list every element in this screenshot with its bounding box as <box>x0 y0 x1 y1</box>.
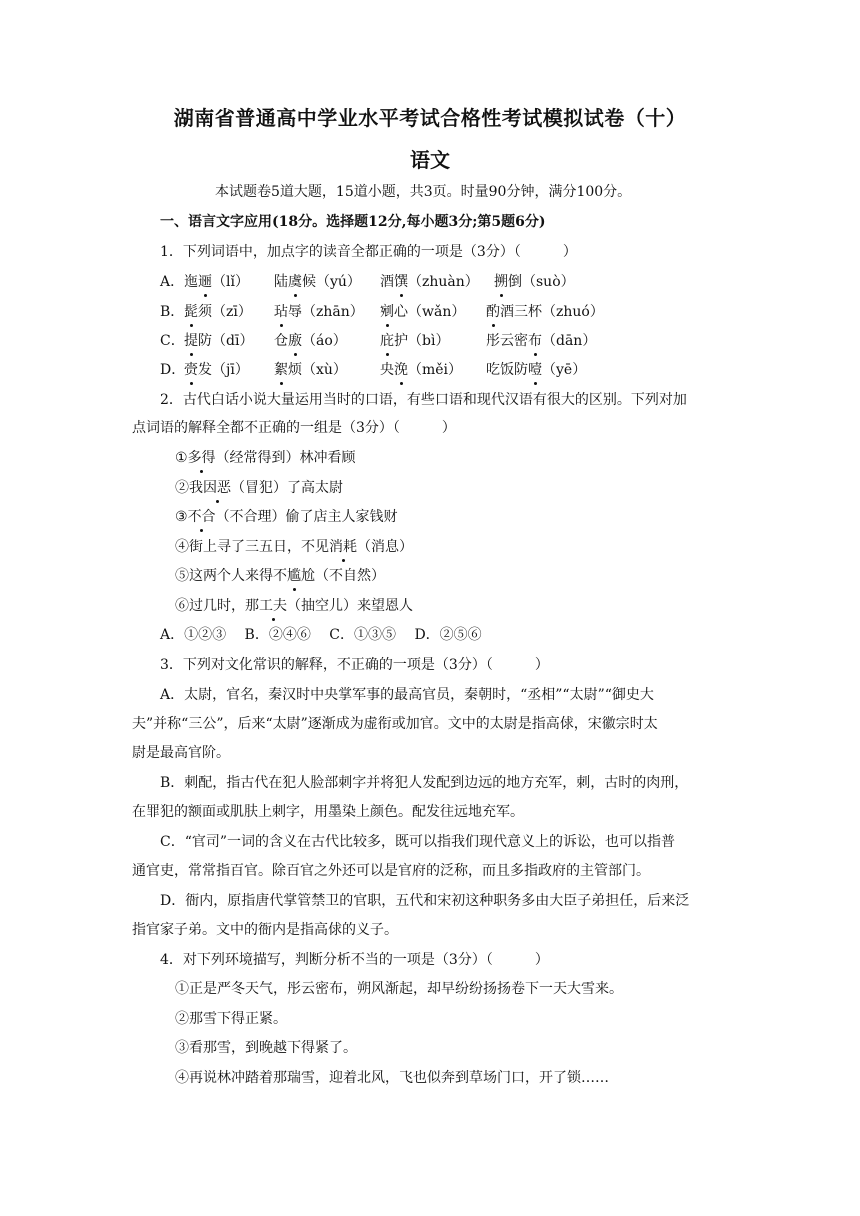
option-item: 搠倒（suò） <box>494 274 575 290</box>
question-1-option-b: B． 髭须（zī） 玷辱（zhān） 剜心（wǎn） 酌酒三杯（zhuó） <box>160 304 604 320</box>
question-1-option-d: D． 赍发（jī） 絮烦（xù） 央浼（měi） 吃饭防噎（yē） <box>160 362 587 378</box>
option-item: 仓廒（áo） <box>274 333 347 349</box>
question-4-item: ②那雪下得正紧。 <box>175 1011 287 1027</box>
question-2-stem-line1: 2．古代白话小说大量运用当时的口语，有些口语和现代汉语有很大的区别。下列对加 <box>160 392 687 408</box>
question-2-item: ④街上寻了三五日，不见消耗（消息） <box>175 539 413 555</box>
question-2-item: ⑤这两个人来得不尴尬（不自然） <box>175 568 385 584</box>
option-item: 吃饭防噎（yē） <box>486 362 587 378</box>
option-item: 酌酒三杯（zhuó） <box>486 304 604 320</box>
question-1-stem: 1．下列词语中，加点字的读音全都正确的一项是（3分）（ ） <box>160 244 577 260</box>
page-title: 湖南省普通高中学业水平考试合格性考试模拟试卷（十） <box>173 106 687 130</box>
question-3-option-a-line1: A．太尉，官名，秦汉时中央掌军事的最高官员，秦朝时，“丞相”“太尉”“御史大 <box>160 687 654 703</box>
question-3-option-c-line2: 通官吏，常常指百官。除百官之外还可以是官府的泛称，而且多指政府的主管部门。 <box>132 863 650 879</box>
option-item: 陆虞候（yú） <box>274 274 361 290</box>
question-4-item: ①正是严冬天气，彤云密布，朔风渐起，却早纷纷扬扬卷下一天大雪来。 <box>175 981 623 997</box>
question-3-option-d-line1: D．衙内，原指唐代掌管禁卫的官职，五代和宋初这种职务多由大臣子弟担任，后来泛 <box>160 893 690 909</box>
question-2-item: ③不合（不合理）偷了店主人家钱财 <box>175 509 398 525</box>
question-3-option-b-line1: B．刺配，指古代在犯人脸部刺字并将犯人发配到边远的地方充军，刺，古时的肉刑， <box>160 775 689 791</box>
option-item: 彤云密布（dān） <box>486 333 597 349</box>
question-2-item: ②我因恶（冒犯）了高太尉 <box>175 480 343 496</box>
option-item: 絮烦（xù） <box>274 362 347 378</box>
option-item: 髭须（zī） <box>184 304 252 320</box>
option-item: 央浼（měi） <box>380 362 463 378</box>
option-item: 剜心（wǎn） <box>380 304 466 320</box>
question-3-option-a-line3: 尉是最高官阶。 <box>132 745 230 761</box>
question-2-item: ①多得（经常得到）林冲看顾 <box>175 450 356 466</box>
question-2-item: ⑥过几时，那工夫（抽空儿）来望恩人 <box>175 598 413 614</box>
option-item: 庇护（bì） <box>380 333 450 349</box>
subject-title: 语文 <box>410 148 450 172</box>
section-heading: 一、语言文字应用(18分。选择题12分,每小题3分;第5题6分) <box>160 214 546 230</box>
question-4-item: ③看那雪，到晚越下得紧了。 <box>175 1040 357 1056</box>
option-item: 酒馔（zhuàn） <box>380 274 479 290</box>
question-3-option-a-line2: 夫”并称“三公”，后来“太尉”逐渐成为虚衔或加官。文中的太尉是指高俅，宋徽宗时太 <box>132 716 658 732</box>
question-3-stem: 3．下列对文化常识的解释，不正确的一项是（3分）（ ） <box>160 657 549 673</box>
option-item: 玷辱（zhān） <box>274 304 364 320</box>
exam-intro: 本试题卷5道大题，15道小题，共3页。时量90分钟，满分100分。 <box>215 184 632 200</box>
question-2-stem-line2: 点词语的解释全都不正确的一组是（3分）（ ） <box>132 420 456 436</box>
option-item: 提防（dī） <box>184 333 254 349</box>
question-3-option-b-line2: 在罪犯的额面或肌肤上刺字，用墨染上颜色。配发往远地充军。 <box>132 804 524 820</box>
question-3-option-c-line1: C．“官司”一词的含义在古代比较多，既可以指我们现代意义上的诉讼，也可以指普 <box>160 834 676 850</box>
option-item: 迤逦（lǐ） <box>184 274 249 290</box>
option-item: 赍发（jī） <box>184 362 249 378</box>
question-4-stem: 4．对下列环境描写，判断分析不当的一项是（3分）（ ） <box>160 952 549 968</box>
question-4-item: ④再说林冲踏着那瑞雪，迎着北风，飞也似奔到草场门口，开了锁…… <box>175 1070 609 1086</box>
question-1-option-c: C． 提防（dī） 仓廒（áo） 庇护（bì） 彤云密布（dān） <box>160 333 597 349</box>
question-2-options: A．①②③ B．②④⑥ C．①③⑤ D．②⑤⑥ <box>160 627 482 643</box>
question-3-option-d-line2: 指官家子弟。文中的衙内是指高俅的义子。 <box>132 922 398 938</box>
question-1-option-a: A． 迤逦（lǐ） 陆虞候（yú） 酒馔（zhuàn） 搠倒（suò） <box>160 274 575 290</box>
